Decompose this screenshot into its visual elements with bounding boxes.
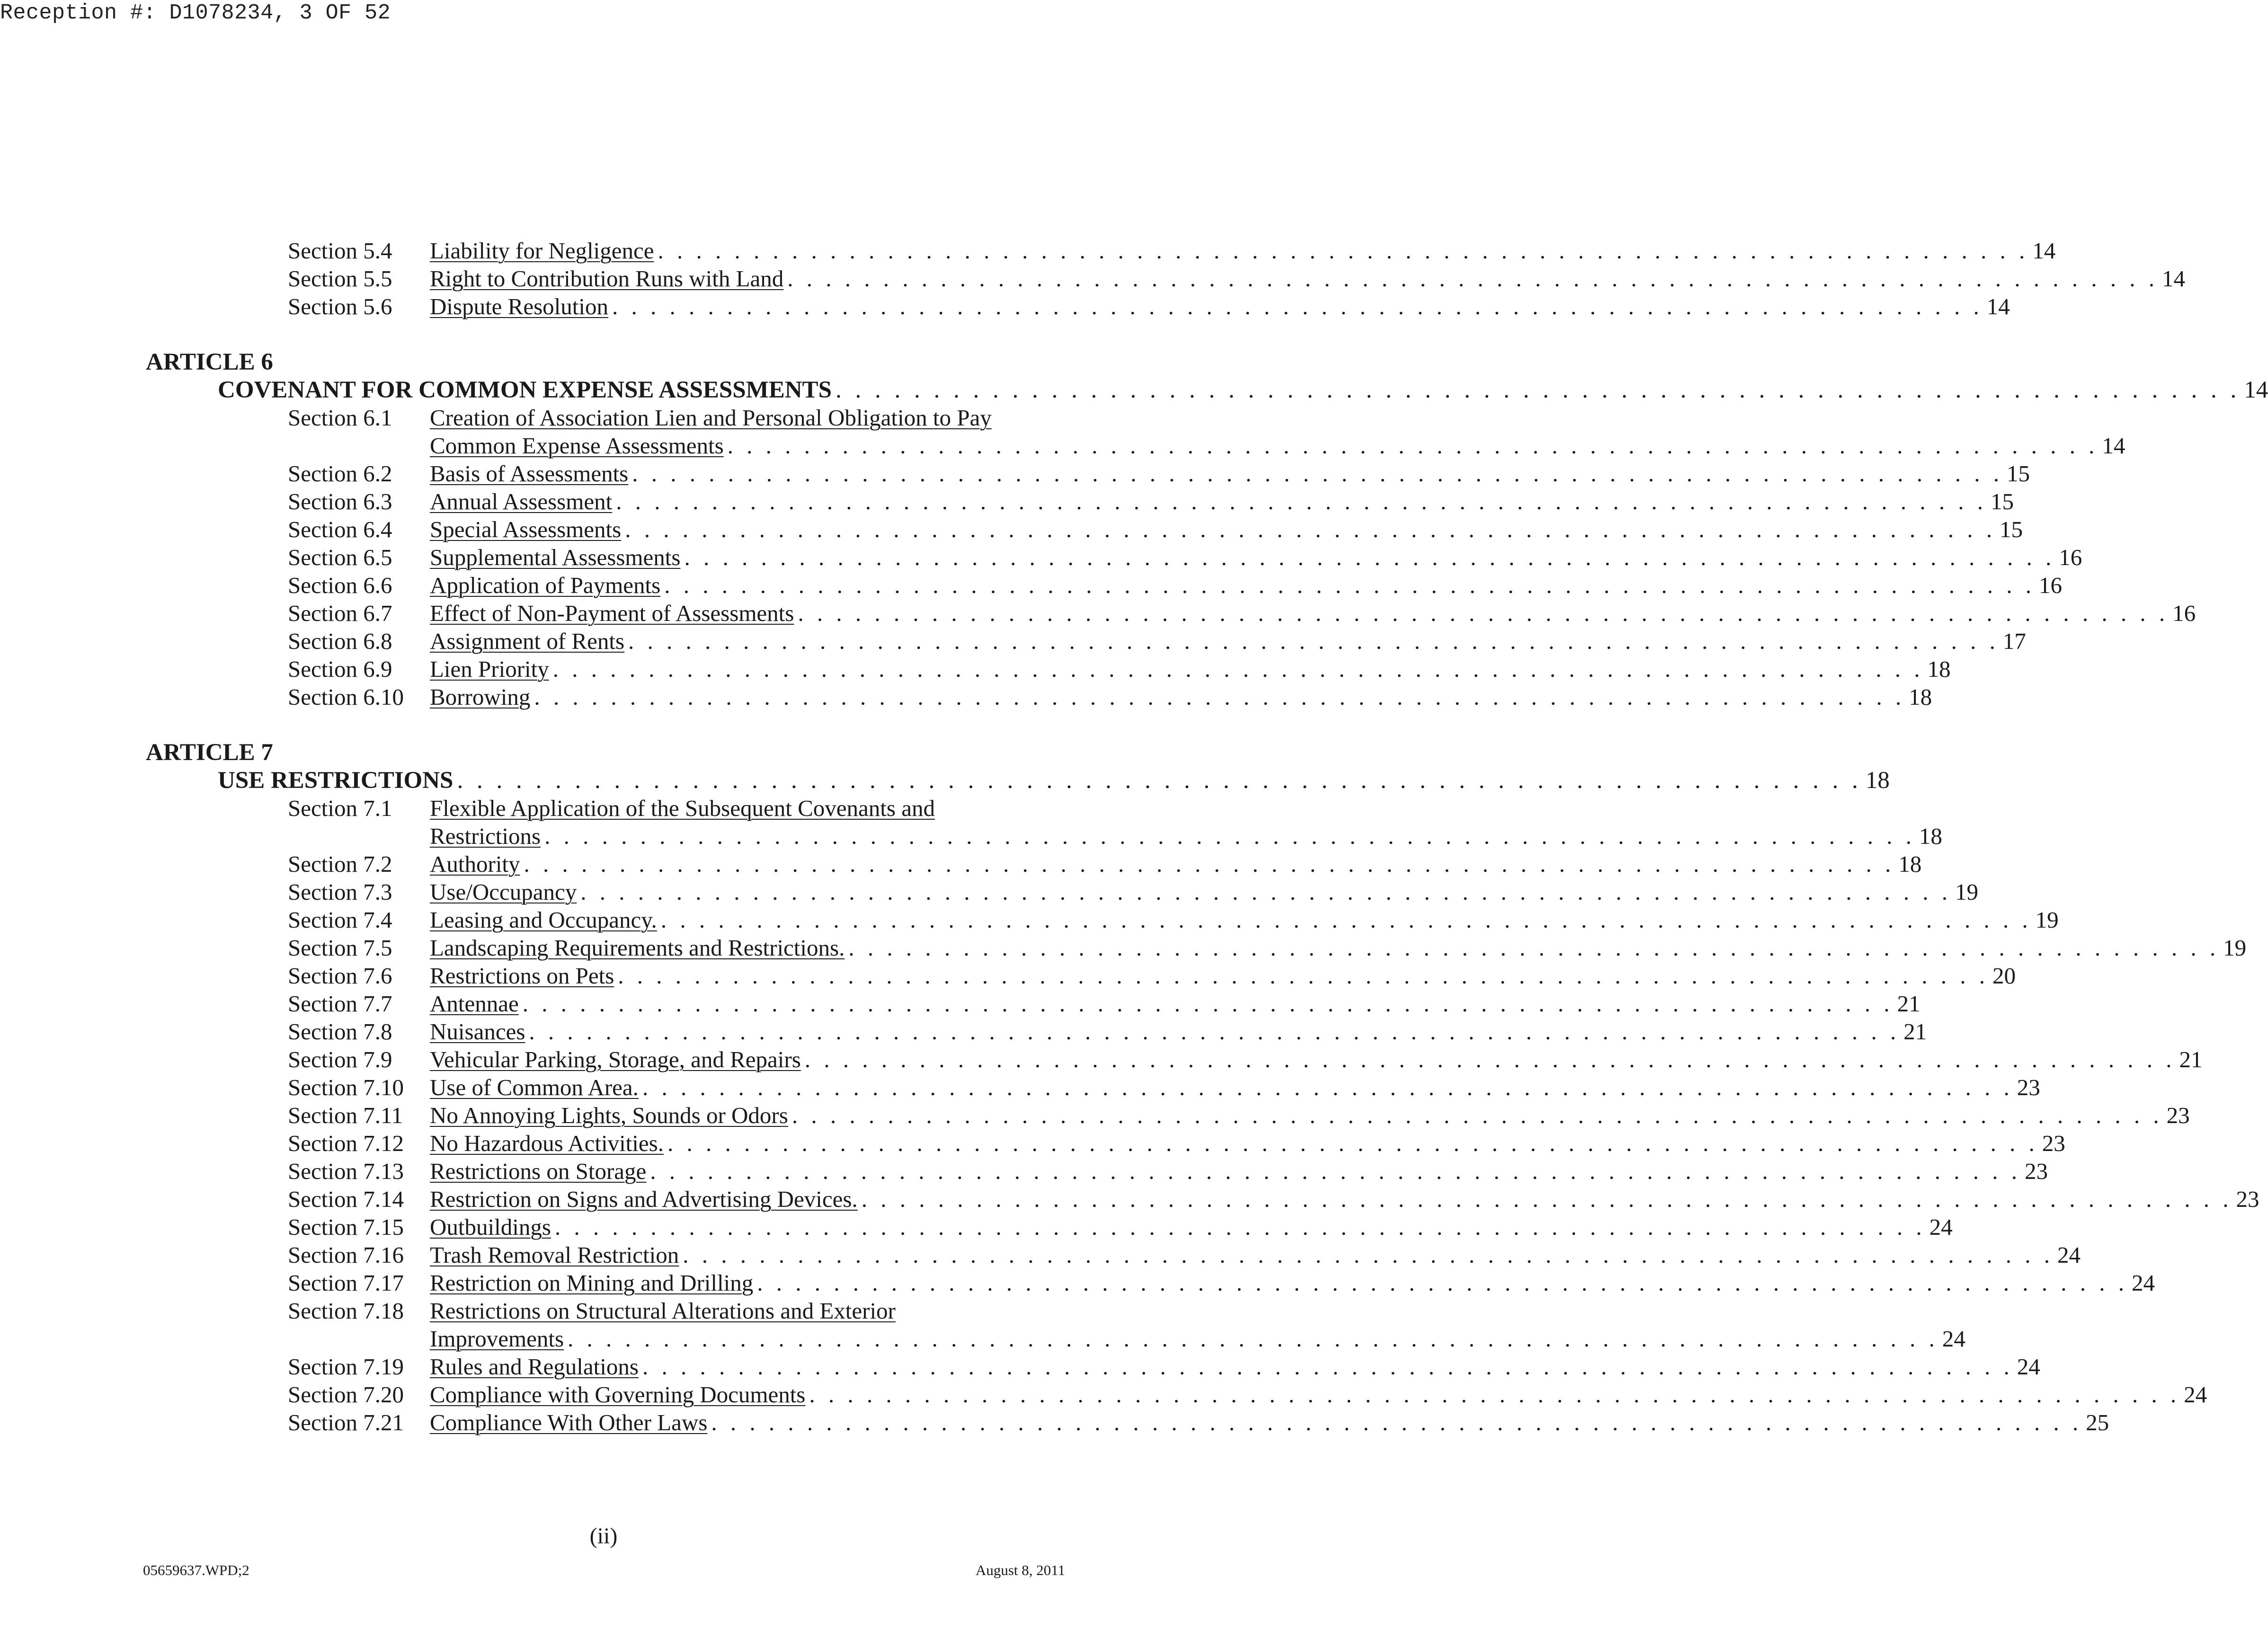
section-link[interactable]: Compliance with Governing Documents [430, 1381, 806, 1408]
toc-row [0, 906, 2059, 934]
section-label: Section 6.2 [288, 460, 392, 487]
section-title [430, 794, 1070, 823]
section-title [430, 850, 1922, 878]
section-title [430, 292, 2010, 321]
leader-dots: . . . . . . . . . . . . . . . . . . . . . . . . . . . . . . . . . . . . . . . . . . . . . . . . . . . . . . . . . . . . . . . . . . . . . . . . [667, 1130, 2038, 1156]
section-label: Section 7.9 [288, 1046, 392, 1072]
section-label: Section 6.4 [288, 516, 392, 542]
section-label: Section 7.13 [288, 1158, 404, 1184]
leader-dots: . . . . . . . . . . . . . . . . . . . . . . . . . . . . . . . . . . . . . . . . . . . . . . . . . . . . . . . . . . . . . . . . . . . . . . . . [798, 600, 2169, 626]
toc-row [0, 1045, 2203, 1074]
section-title [430, 683, 1932, 711]
section-label: Section 7.2 [288, 851, 392, 877]
section-label: Section 5.5 [288, 266, 392, 292]
section-title [430, 906, 2059, 934]
section-link[interactable]: Borrowing [430, 684, 531, 710]
section-label: Section 7.17 [288, 1270, 404, 1296]
article-heading: ARTICLE 7 [146, 739, 273, 766]
section-link[interactable]: No Hazardous Activities. [430, 1130, 664, 1156]
leader-dots: . . . . . . . . . . . . . . . . . . . . . . . . . . . . . . . . . . . . . . . . . . . . . . . . . . . . . . . . . . . . . . . . . . . . . . . . [625, 516, 1996, 542]
page-ref: 16 [2038, 572, 2062, 598]
section-label: Section 7.19 [288, 1354, 404, 1380]
leader-dots: . . . . . . . . . . . . . . . . . . . . . . . . . . . . . . . . . . . . . . . . . . . . . . . . . . . . . . . . . . . . . . . . . . . . . . . . [660, 907, 2032, 933]
page-ref: 24 [2131, 1270, 2155, 1296]
section-link[interactable]: Compliance With Other Laws [430, 1409, 708, 1435]
leader-dots: . . . . . . . . . . . . . . . . . . . . . . . . . . . . . . . . . . . . . . . . . . . . . . . . . . . . . . . . . . . . . . . . . . . . . . . . [787, 266, 2159, 292]
toc-row [0, 515, 2023, 544]
section-link[interactable]: Special Assessments [430, 516, 622, 542]
leader-dots: . . . . . . . . . . . . . . . . . . . . . . . . . . . . . . . . . . . . . . . . . . . . . . . . . . . . . . . . . . . . . . . . . . . . . . . . [616, 488, 1987, 514]
section-link[interactable]: Restriction on Mining and Drilling [430, 1270, 754, 1296]
toc-row [0, 822, 1942, 850]
page-ref: 24 [1942, 1326, 1966, 1352]
section-link[interactable]: Use/Occupancy [430, 879, 577, 905]
leader-dots: . . . . . . . . . . . . . . . . . . . . . . . . . . . . . . . . . . . . . . . . . . . . . . . . . . . . . . . . . . . . . . . . . . . . . . . . [544, 823, 1915, 849]
section-title [430, 1353, 2040, 1381]
section-title [430, 515, 2023, 544]
section-title [430, 237, 2056, 265]
section-title [430, 404, 1070, 432]
toc-row [0, 432, 2126, 460]
section-label: Section 7.5 [288, 935, 392, 961]
section-label: Section 7.1 [288, 795, 392, 821]
page-ref: 18 [1898, 851, 1922, 877]
section-label: Section 7.10 [288, 1074, 404, 1100]
section-label: Section 6.9 [288, 656, 392, 682]
section-title [430, 1101, 2190, 1130]
section-label: Section 7.21 [288, 1409, 404, 1435]
page-ref: 18 [1909, 684, 1932, 710]
toc-row [0, 1185, 2259, 1213]
section-link[interactable]: Effect of Non-Payment of Assessments [430, 600, 794, 626]
section-label: Section 7.12 [288, 1130, 404, 1156]
section-label: Section 7.6 [288, 963, 392, 989]
article-title [218, 766, 1890, 795]
toc-row [0, 1101, 2190, 1130]
section-link[interactable]: Application of Payments [430, 572, 661, 598]
reception-number: Reception #: D1078234, 3 OF 52 [0, 1, 391, 25]
leader-dots: . . . . . . . . . . . . . . . . . . . . . . . . . . . . . . . . . . . . . . . . . . . . . . . . . . . . . . . . . . . . . . . . . . . . . . . . [804, 1046, 2176, 1072]
section-title [430, 1073, 2040, 1102]
toc-row [0, 1073, 2040, 1102]
leader-dots: . . . . . . . . . . . . . . . . . . . . . . . . . . . . . . . . . . . . . . . . . . . . . . . . . . . . . . . . . . . . . . . . . . . . . . . . [658, 238, 2029, 264]
section-link[interactable]: Improvements [430, 1326, 564, 1352]
section-title [430, 962, 2016, 990]
leader-dots: . . . . . . . . . . . . . . . . . . . . . . . . . . . . . . . . . . . . . . . . . . . . . . . . . . . . . . . . . . . . . . . . . . . . . . . . [727, 433, 2099, 459]
section-title [430, 1157, 2048, 1186]
section-link[interactable]: Supplemental Assessments [430, 544, 681, 570]
section-title [430, 1297, 1070, 1325]
section-link[interactable]: Annual Assessment [430, 488, 613, 514]
section-title [430, 1185, 2259, 1213]
toc-row [0, 404, 1207, 432]
document-date: August 8, 2011 [975, 1562, 1065, 1578]
leader-dots: . . . . . . . . . . . . . . . . . . . . . . . . . . . . . . . . . . . . . . . . . . . . . . . . . . . . . . . . . . . . . . . . . . . . . . . . [792, 1102, 2163, 1128]
section-title [430, 627, 2026, 655]
toc-row [0, 683, 1932, 711]
section-label: Section 6.5 [288, 544, 392, 570]
section-title [430, 571, 2062, 600]
section-link[interactable]: Liability for Negligence [430, 238, 654, 264]
leader-dots: . . . . . . . . . . . . . . . . . . . . . . . . . . . . . . . . . . . . . . . . . . . . . . . . . . . . . . . . . . . . . . . . . . . . . . . . [529, 1018, 1900, 1045]
section-link[interactable]: Outbuildings [430, 1214, 551, 1240]
page-ref: 24 [1929, 1214, 1953, 1240]
section-link[interactable]: Restriction on Signs and Advertising Devices. [430, 1186, 858, 1212]
section-link[interactable]: Flexible Application of the Subsequent Covenants and [430, 795, 935, 821]
page-ref: 18 [1865, 767, 1890, 794]
section-label: Section 7.14 [288, 1186, 404, 1212]
section-label: Section 6.7 [288, 600, 392, 626]
page-ref: 19 [2223, 935, 2247, 961]
section-link[interactable]: Trash Removal Restriction [430, 1242, 679, 1268]
toc-row [0, 599, 2196, 628]
section-link[interactable]: Right to Contribution Runs with Land [430, 266, 784, 292]
section-link[interactable]: Restrictions on Structural Alterations and Exterior [430, 1298, 896, 1324]
toc-row [0, 962, 2016, 990]
toc-row [0, 571, 2062, 600]
section-link[interactable]: Dispute Resolution [430, 293, 609, 319]
toc-row [0, 237, 2056, 265]
leader-dots: . . . . . . . . . . . . . . . . . . . . . . . . . . . . . . . . . . . . . . . . . . . . . . . . . . . . . . . . . . . . . . . . . . . . . . . . [684, 544, 2055, 570]
page-number: (ii) [589, 1523, 618, 1549]
section-link[interactable]: Creation of Association Lien and Personal Obligation to Pay [430, 405, 992, 431]
section-link[interactable]: Basis of Assessments [430, 460, 629, 487]
leader-dots: . . . . . . . . . . . . . . . . . . . . . . . . . . . . . . . . . . . . . . . . . . . . . . . . . . . . . . . . . . . . . . . . . . . . . . . . [757, 1270, 2128, 1296]
section-label: Section 6.1 [288, 405, 392, 431]
section-link[interactable]: Antennae [430, 991, 519, 1017]
leader-dots: . . . . . . . . . . . . . . . . . . . . . . . . . . . . . . . . . . . . . . . . . . . . . . . . . . . . . . . . . . . . . . . . . . . . . . . . [650, 1158, 2021, 1184]
section-link[interactable]: Nuisances [430, 1018, 525, 1045]
toc-row [0, 990, 1921, 1018]
page-ref: 18 [1927, 656, 1951, 682]
page-ref: 24 [2184, 1381, 2207, 1408]
page-ref: 21 [2179, 1046, 2203, 1072]
leader-dots: . . . . . . . . . . . . . . . . . . . . . . . . . . . . . . . . . . . . . . . . . . . . . . . . . . . . . . . . . . . . . . . . . . . . . . . . [848, 935, 2220, 961]
toc-row [0, 878, 1978, 906]
leader-dots: . . . . . . . . . . . . . . . . . . . . . . . . . . . . . . . . . . . . . . . . . . . . . . . . . . . . . . . . . . . . . . . . . . . . . . . . [642, 1354, 2013, 1380]
page-ref: 23 [2166, 1102, 2190, 1128]
section-link[interactable]: Use of Common Area. [430, 1074, 639, 1100]
section-label: Section 7.8 [288, 1018, 392, 1045]
page-ref: 23 [2236, 1186, 2259, 1212]
page-ref: 15 [2007, 460, 2030, 487]
section-label: Section 5.4 [288, 238, 392, 264]
section-title [430, 1381, 2207, 1409]
toc-row [0, 627, 2026, 655]
section-link[interactable]: Leasing and Occupancy. [430, 907, 657, 933]
leader-dots: . . . . . . . . . . . . . . . . . . . . . . . . . . . . . . . . . . . . . . . . . . . . . . . . . . . . . . . . . . . . . . . . . . . . . . . . [552, 656, 1924, 682]
leader-dots: . . . . . . . . . . . . . . . . . . . . . . . . . . . . . . . . . . . . . . . . . . . . . . . . . . . . . . . . . . . . . . . . . . . . . . . . [612, 293, 1983, 319]
section-title [430, 1269, 2155, 1297]
section-title [430, 1018, 1927, 1046]
page-ref: 14 [2102, 433, 2126, 459]
page-ref: 18 [1919, 823, 1942, 849]
section-title [430, 432, 2126, 460]
section-link[interactable]: Landscaping Requirements and Restrictions. [430, 935, 845, 961]
section-label: Section 7.11 [288, 1102, 403, 1128]
article-title-text[interactable]: USE RESTRICTIONS [218, 767, 454, 794]
toc-row [0, 1213, 1953, 1241]
toc-row [0, 1157, 2048, 1186]
section-label: Section 7.4 [288, 907, 392, 933]
toc-row [0, 934, 2247, 962]
section-label: Section 6.10 [288, 684, 404, 710]
section-label: Section 5.6 [288, 293, 392, 319]
toc-row [0, 1325, 1966, 1353]
toc-row [0, 850, 1922, 878]
section-link[interactable]: Vehicular Parking, Storage, and Repairs [430, 1046, 801, 1072]
article-heading: ARTICLE 6 [146, 349, 273, 375]
page-ref: 14 [2032, 238, 2056, 264]
section-link[interactable]: Common Expense Assessments [430, 433, 724, 459]
section-label: Section 7.18 [288, 1298, 404, 1324]
toc-row [0, 1129, 2065, 1158]
section-title [430, 878, 1978, 906]
toc-row [0, 1018, 1927, 1046]
leader-dots: . . . . . . . . . . . . . . . . . . . . . . . . . . . . . . . . . . . . . . . . . . . . . . . . . . . . . . . . . . . . . . . . . . . . . . . . [524, 851, 1895, 877]
page-ref: 21 [1897, 991, 1921, 1017]
page-ref: 15 [1999, 516, 2023, 542]
toc-row [0, 1241, 2081, 1269]
toc-row [0, 543, 2082, 572]
section-title [430, 1045, 2203, 1074]
leader-dots: . . . . . . . . . . . . . . . . . . . . . . . . . . . . . . . . . . . . . . . . . . . . . . . . . . . . . . . . . . . . . . . . . . . . . . . . [664, 572, 2035, 598]
page-ref: 19 [1955, 879, 1978, 905]
section-link[interactable]: Assignment of Rents [430, 628, 625, 654]
section-title [430, 1213, 1953, 1241]
section-title [430, 822, 1942, 850]
section-title [430, 1408, 2109, 1437]
section-title [430, 1325, 1966, 1353]
leader-dots: . . . . . . . . . . . . . . . . . . . . . . . . . . . . . . . . . . . . . . . . . . . . . . . . . . . . . . . . . . . . . . . . . . . . . . . . [835, 377, 2241, 403]
section-link[interactable]: Restrictions on Storage [430, 1158, 647, 1184]
section-label: Section 7.7 [288, 991, 392, 1017]
toc-row [0, 1408, 2109, 1437]
section-title [430, 487, 2014, 516]
toc-row [0, 1297, 1207, 1325]
leader-dots: . . . . . . . . . . . . . . . . . . . . . . . . . . . . . . . . . . . . . . . . . . . . . . . . . . . . . . . . . . . . . . . . . . . . . . . . [618, 963, 1989, 989]
leader-dots: . . . . . . . . . . . . . . . . . . . . . . . . . . . . . . . . . . . . . . . . . . . . . . . . . . . . . . . . . . . . . . . . . . . . . . . . [554, 1214, 1926, 1240]
page-ref: 14 [2162, 266, 2186, 292]
section-link[interactable]: Rules and Regulations [430, 1354, 639, 1380]
page-ref: 23 [2042, 1130, 2065, 1156]
section-label: Section 7.20 [288, 1381, 404, 1408]
toc-row [0, 460, 2030, 488]
page-ref: 25 [2086, 1409, 2109, 1435]
section-label: Section 7.16 [288, 1242, 404, 1268]
section-label: Section 7.3 [288, 879, 392, 905]
section-link[interactable]: No Annoying Lights, Sounds or Odors [430, 1102, 788, 1128]
toc-row [0, 487, 2014, 516]
toc-row [0, 1381, 2207, 1409]
leader-dots: . . . . . . . . . . . . . . . . . . . . . . . . . . . . . . . . . . . . . . . . . . . . . . . . . . . . . . . . . . . . . . . . . . . . . . . . [522, 991, 1894, 1017]
page-ref: 24 [2057, 1242, 2081, 1268]
page-ref: 24 [2017, 1354, 2040, 1380]
section-title [430, 1241, 2081, 1269]
page-ref: 14 [2244, 377, 2268, 403]
leader-dots: . . . . . . . . . . . . . . . . . . . . . . . . . . . . . . . . . . . . . . . . . . . . . . . . . . . . . . . . . . . . . . . . . . . . . . . . [683, 1242, 2054, 1268]
page-ref: 16 [2172, 600, 2196, 626]
leader-dots: . . . . . . . . . . . . . . . . . . . . . . . . . . . . . . . . . . . . . . . . . . . . . . . . . . . . . . . . . . . . . . . . . . . . . . . . [861, 1186, 2232, 1212]
page-ref: 14 [1986, 293, 2010, 319]
section-title [430, 599, 2196, 628]
leader-dots: . . . . . . . . . . . . . . . . . . . . . . . . . . . . . . . . . . . . . . . . . . . . . . . . . . . . . . . . . . . . . . . . . . . . . . . . [711, 1409, 2082, 1435]
section-title [430, 543, 2082, 572]
section-title [430, 990, 1921, 1018]
toc-row [0, 1269, 2155, 1297]
page-ref: 15 [1990, 488, 2014, 514]
toc-row [0, 794, 1207, 823]
section-title [430, 934, 2247, 962]
section-label: Section 6.8 [288, 628, 392, 654]
leader-dots: . . . . . . . . . . . . . . . . . . . . . . . . . . . . . . . . . . . . . . . . . . . . . . . . . . . . . . . . . . . . . . . . . . . . . . . . [580, 879, 1951, 905]
page-ref: 21 [1903, 1018, 1927, 1045]
page-ref: 19 [2035, 907, 2059, 933]
section-link[interactable]: Lien Priority [430, 656, 549, 682]
leader-dots: . . . . . . . . . . . . . . . . . . . . . . . . . . . . . . . . . . . . . . . . . . . . . . . . . . . . . . . . . . . . . . . . . . . . . . . . [628, 628, 1999, 654]
toc-row [0, 655, 1951, 683]
leader-dots: . . . . . . . . . . . . . . . . . . . . . . . . . . . . . . . . . . . . . . . . . . . . . . . . . . . . . . . . . . . . . . . . . . . . . . . . [568, 1326, 1939, 1352]
section-link[interactable]: Restrictions [430, 823, 541, 849]
page-ref: 16 [2059, 544, 2082, 570]
section-title [430, 655, 1951, 683]
page-ref: 23 [2017, 1074, 2040, 1100]
leader-dots: . . . . . . . . . . . . . . . . . . . . . . . . . . . . . . . . . . . . . . . . . . . . . . . . . . . . . . . . . . . . . . . . . . . . . . . . [632, 460, 2003, 487]
section-title [430, 460, 2030, 488]
article-title [218, 376, 2268, 404]
document-id: 05659637.WPD;2 [143, 1562, 249, 1578]
section-label: Section 7.15 [288, 1214, 404, 1240]
section-title [430, 1129, 2065, 1158]
leader-dots: . . . . . . . . . . . . . . . . . . . . . . . . . . . . . . . . . . . . . . . . . . . . . . . . . . . . . . . . . . . . . . . . . . . . . . . . [642, 1074, 2013, 1100]
article-title-text[interactable]: COVENANT FOR COMMON EXPENSE ASSESSMENTS [218, 377, 832, 403]
section-link[interactable]: Authority [430, 851, 520, 877]
section-title [430, 265, 2186, 293]
section-label: Section 6.6 [288, 572, 392, 598]
toc-row [0, 265, 2186, 293]
section-link[interactable]: Restrictions on Pets [430, 963, 614, 989]
page-ref: 20 [1992, 963, 2016, 989]
page-ref: 23 [2025, 1158, 2048, 1184]
page-ref: 17 [2002, 628, 2026, 654]
section-label: Section 6.3 [288, 488, 392, 514]
leader-dots: . . . . . . . . . . . . . . . . . . . . . . . . . . . . . . . . . . . . . . . . . . . . . . . . . . . . . . . . . . . . . . . . . . . . . . . . [809, 1381, 2180, 1408]
toc-row [0, 1353, 2040, 1381]
leader-dots: . . . . . . . . . . . . . . . . . . . . . . . . . . . . . . . . . . . . . . . . . . . . . . . . . . . . . . . . . . . . . . . . . . . . . . . . [534, 684, 1905, 710]
leader-dots: . . . . . . . . . . . . . . . . . . . . . . . . . . . . . . . . . . . . . . . . . . . . . . . . . . . . . . . . . . . . . . . . . . . . . . . . [457, 767, 1862, 794]
toc-row [0, 292, 2010, 321]
